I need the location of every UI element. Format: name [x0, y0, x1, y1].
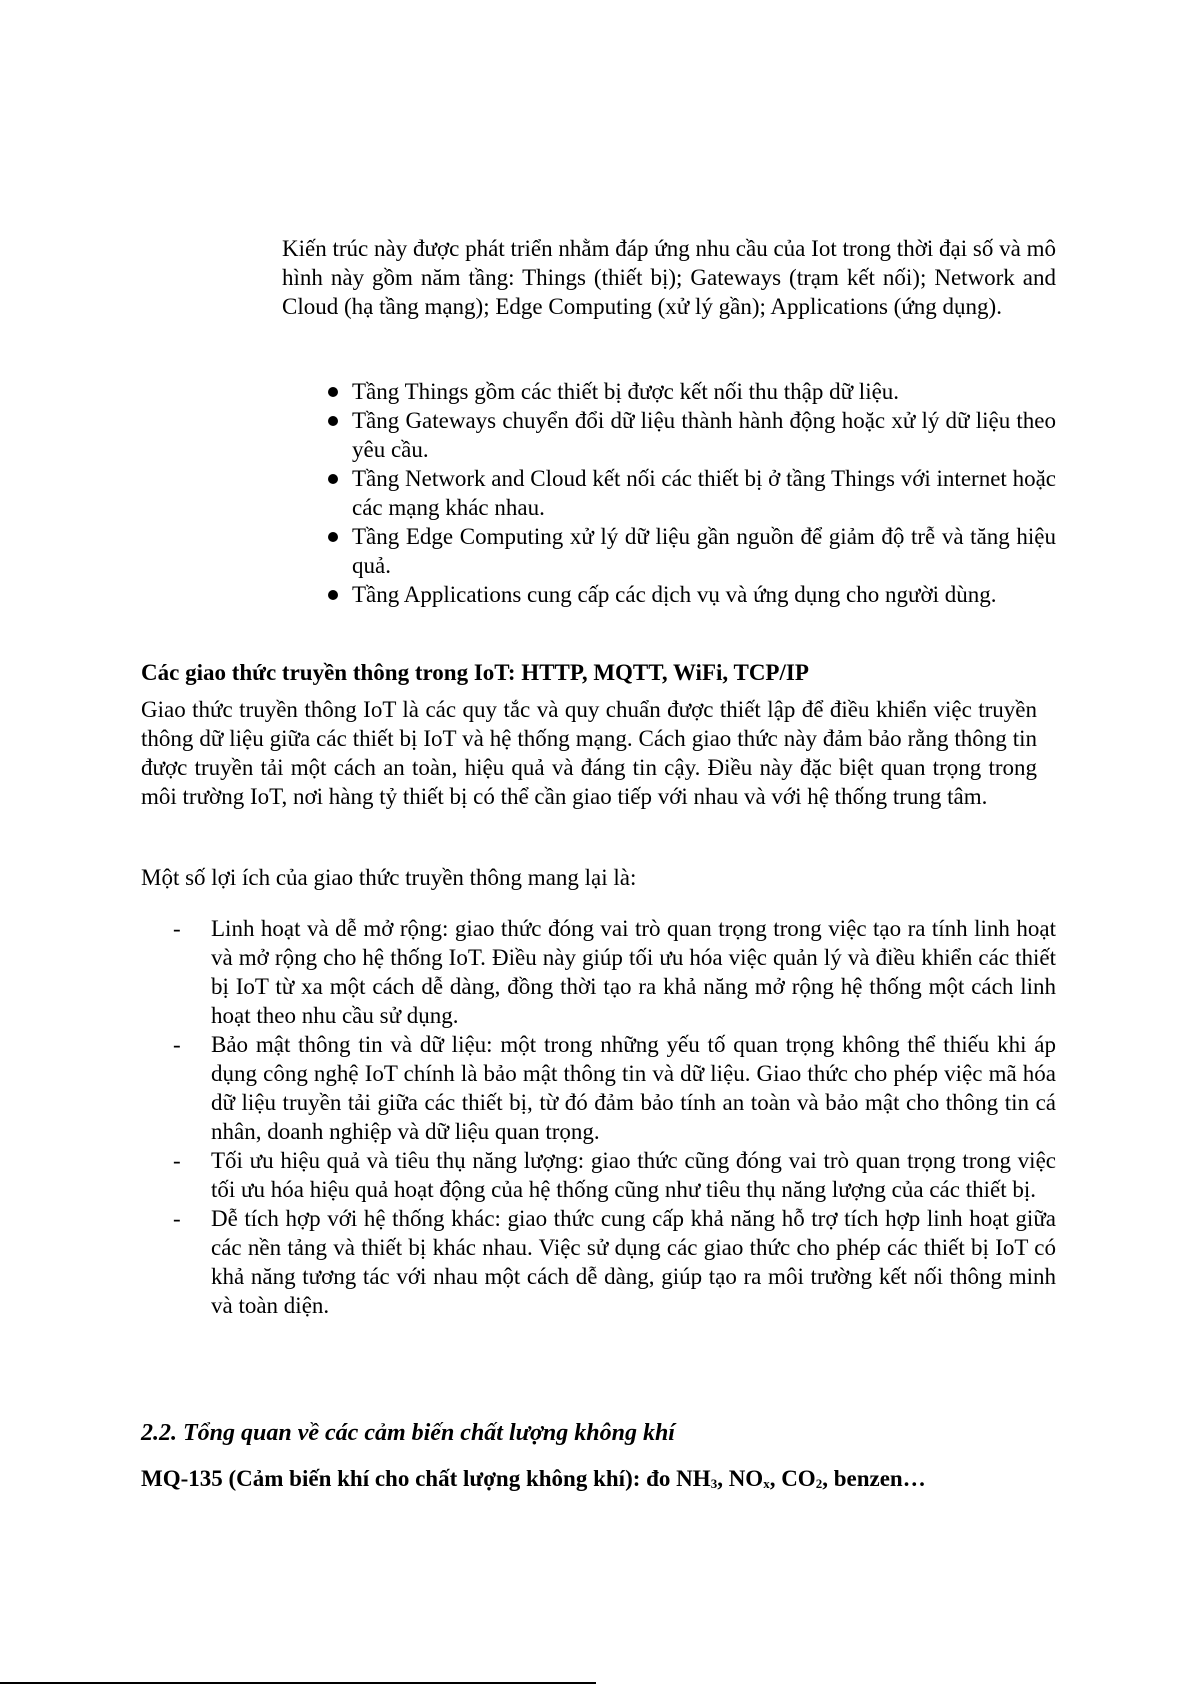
list-item: Tầng Gateways chuyển đổi dữ liệu thành hành động hoặc xử lý dữ liệu theo yêu cầu. [282, 406, 1056, 464]
intro-paragraph: Kiến trúc này được phát triển nhằm đáp ứng nhu cầu của Iot trong thời đại số và mô hình này gồm năm tầng: Things (thiết bị); Gateways (trạm kết nối); Network and Cloud (hạ tầng mạng); Edge Computing (xử lý gần); Applications (ứng dụng). [282, 236, 1056, 319]
list-item: - Dễ tích hợp với hệ thống khác: giao thức cung cấp khả năng hỗ trợ tích hợp linh hoạt giữa các nền tảng và thiết bị khác nhau. Việc sử dụng các giao thức cho phép các thiết bị IoT có khả năng tương tác với nhau một cách dễ dàng, giúp tạo ra môi trường kết nối thông minh và toàn diện. [173, 1206, 1056, 1318]
list-item: - Tối ưu hiệu quả và tiêu thụ năng lượng: giao thức cũng đóng vai trò quan trọng trong việc tối ưu hóa hiệu quả hoạt động của hệ thống cũng như tiêu thụ năng lượng của các thiết bị. [173, 1148, 1056, 1202]
protocols-paragraph: Giao thức truyền thông IoT là các quy tắc và quy chuẩn được thiết lập để điều khiển việc truyền thông dữ liệu giữa các thiết bị IoT và hệ thống mạng. Cách giao thức này đảm bảo rằng thông tin được truyền tải một cách an toàn, hiệu quả và đáng tin cậy. Điều này đặc biệt quan trọng trong môi trường IoT, nơi hàng tỷ thiết bị có thể cần giao tiếp với nhau và với hệ thống trung tâm. [141, 697, 1037, 809]
bullet-icon [328, 532, 338, 542]
benefits-intro: Một số lợi ích của giao thức truyền thông mang lại là: [141, 865, 637, 890]
footer-rule [0, 1682, 596, 1684]
bullet-icon [328, 387, 338, 397]
dash-marker: - [173, 1206, 181, 1231]
bullet-icon [328, 474, 338, 484]
dash-marker: - [173, 916, 181, 941]
bullet-icon [328, 590, 338, 600]
list-item: - Bảo mật thông tin và dữ liệu: một trong những yếu tố quan trọng không thể thiếu khi áp dụng công nghệ IoT chính là bảo mật thông tin và dữ liệu. Giao thức cho phép việc mã hóa dữ liệu truyền tải giữa các thiết bị, từ đó đảm bảo tính an toàn và bảo mật cho thông tin cá nhân, doanh nghiệp và dữ liệu quan trọng. [173, 1032, 1056, 1144]
dash-marker: - [173, 1148, 181, 1173]
benefits-list [141, 914, 1056, 1320]
list-item: Tầng Applications cung cấp các dịch vụ và ứng dụng cho người dùng. [282, 580, 1056, 609]
iot-layers-list [282, 377, 1056, 609]
dash-marker: - [173, 1032, 181, 1057]
list-item: Tầng Things gồm các thiết bị được kết nối thu thập dữ liệu. [282, 377, 1056, 406]
list-item: Tầng Edge Computing xử lý dữ liệu gần nguồn để giảm độ trễ và tăng hiệu quả. [282, 522, 1056, 580]
sensor-heading: MQ-135 (Cảm biến khí cho chất lượng không khí): đo $NH_3$, $NO_x$, $CO_2$, benzen… [141, 1466, 926, 1491]
protocols-heading: Các giao thức truyền thông trong IoT: HTTP, MQTT, WiFi, TCP/IP [141, 660, 809, 685]
bullet-icon [328, 416, 338, 426]
section-heading: 2.2. Tổng quan về các cảm biến chất lượng không khí [141, 1420, 675, 1446]
list-item: - Linh hoạt và dễ mở rộng: giao thức đóng vai trò quan trọng trong việc tạo ra tính linh hoạt và mở rộng cho hệ thống IoT. Điều này giúp tối ưu hóa việc quản lý và điều khiển các thiết bị IoT từ xa một cách dễ dàng, đồng thời tạo ra khả năng mở rộng hệ thống một cách linh hoạt theo nhu cầu sử dụng. [173, 916, 1056, 1028]
list-item: Tầng Network and Cloud kết nối các thiết bị ở tầng Things với internet hoặc các mạng khác nhau. [282, 464, 1056, 522]
